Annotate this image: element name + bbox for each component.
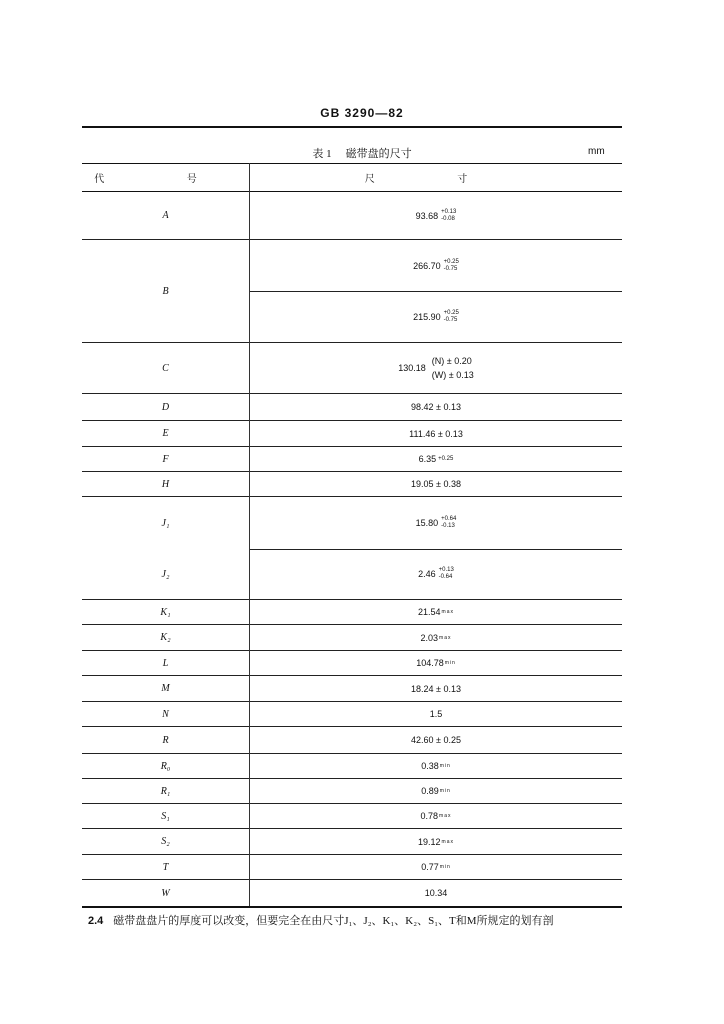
table-row (82, 447, 622, 472)
row-code: N (162, 708, 169, 720)
table-row (82, 240, 622, 343)
table-row (82, 421, 622, 447)
row-value-2: 215.90 +0.25 -0.75 (413, 310, 459, 323)
row-value: 130.18 (N) ± 0.20 (W) ± 0.13 (398, 356, 474, 380)
row-code: M (161, 683, 170, 694)
table-row (82, 651, 622, 676)
table-row (82, 549, 622, 600)
row-value: 0.89 min (421, 786, 451, 796)
row-value: 18.24 ± 0.13 (411, 683, 461, 694)
row-value: 93.68 +0.13 -0.08 (415, 208, 457, 222)
row-code: K₁ (160, 606, 171, 618)
table-row (82, 804, 622, 829)
table-row (82, 779, 622, 804)
table-row (82, 600, 622, 625)
header-rule (82, 126, 622, 128)
row-code: H (161, 478, 170, 490)
row-code: W (161, 887, 170, 899)
row-value: 15.80 +0.64 -0.13 (415, 516, 457, 529)
standard-code: GB 3290—82 (320, 106, 404, 120)
section-number: 2.4 (88, 915, 104, 927)
caption-label: 表 1 (312, 148, 332, 160)
row-value: 0.78 max (420, 811, 452, 821)
table-row (82, 676, 622, 702)
row-code: K₂ (160, 632, 171, 643)
row-code: J₁ (161, 517, 170, 529)
row-code: B (162, 285, 169, 297)
header-dimension: 尺 寸 (364, 173, 508, 185)
table-row (82, 472, 622, 497)
table-row (82, 855, 622, 880)
table-row (82, 343, 622, 394)
row-value: 6.35 +0.25 (418, 454, 454, 464)
row-value: 98.42 ± 0.13 (411, 402, 461, 412)
row-code: R (162, 734, 169, 746)
row-value: 2.03 max (420, 632, 452, 643)
row-value: 104.78 min (416, 658, 456, 668)
row-code: E (162, 428, 169, 439)
table-header-row (82, 163, 622, 192)
unit-label: mm (588, 146, 605, 157)
row-value: 2.46 +0.13 -0.64 (418, 567, 454, 580)
row-code: S₁ (161, 810, 170, 822)
table-bottom-rule (82, 906, 622, 908)
header-code: 代 号 (94, 173, 237, 185)
table-row (82, 727, 622, 754)
row-code: A (162, 210, 169, 221)
row-code: J₂ (161, 568, 170, 580)
row-value: 19.05 ± 0.38 (411, 479, 461, 489)
row-value: 10.34 (424, 888, 448, 898)
caption-title: 磁带盘的尺寸 (345, 148, 412, 160)
row-code: F (162, 453, 169, 465)
row-value-1: 266.70 +0.25 -0.75 (413, 258, 459, 272)
table-row (82, 192, 622, 240)
row-code: D (161, 401, 170, 413)
row-code: L (162, 657, 169, 669)
table-row (82, 497, 622, 549)
row-value: 1.5 (429, 709, 443, 719)
table-row (82, 625, 622, 651)
table-caption (0, 145, 724, 161)
table-row (82, 829, 622, 855)
table-row (82, 394, 622, 421)
table-row (82, 880, 622, 906)
row-code: S₂ (161, 836, 170, 847)
footnote-text: 磁带盘盘片的厚度可以改变，但要完全在由尺寸J₁、J₂、K₁、K₂、S₁、T和M所规定的划有剖 (113, 915, 554, 927)
table-row (82, 702, 622, 727)
footnote-paragraph (88, 912, 554, 928)
row-value: 111.46 ± 0.13 (409, 428, 463, 439)
row-value: 0.77 min (421, 862, 451, 872)
table-row (82, 754, 622, 779)
row-code: T (162, 861, 169, 873)
row-code: R₀ (160, 760, 171, 772)
row-value: 0.38 min (421, 761, 451, 771)
column-divider (249, 163, 250, 907)
row-code: R₁ (160, 785, 171, 797)
row-value: 42.60 ± 0.25 (411, 735, 461, 745)
row-code: C (162, 362, 169, 374)
row-value: 19.12 max (418, 836, 454, 847)
row-value: 21.54 max (418, 607, 454, 617)
